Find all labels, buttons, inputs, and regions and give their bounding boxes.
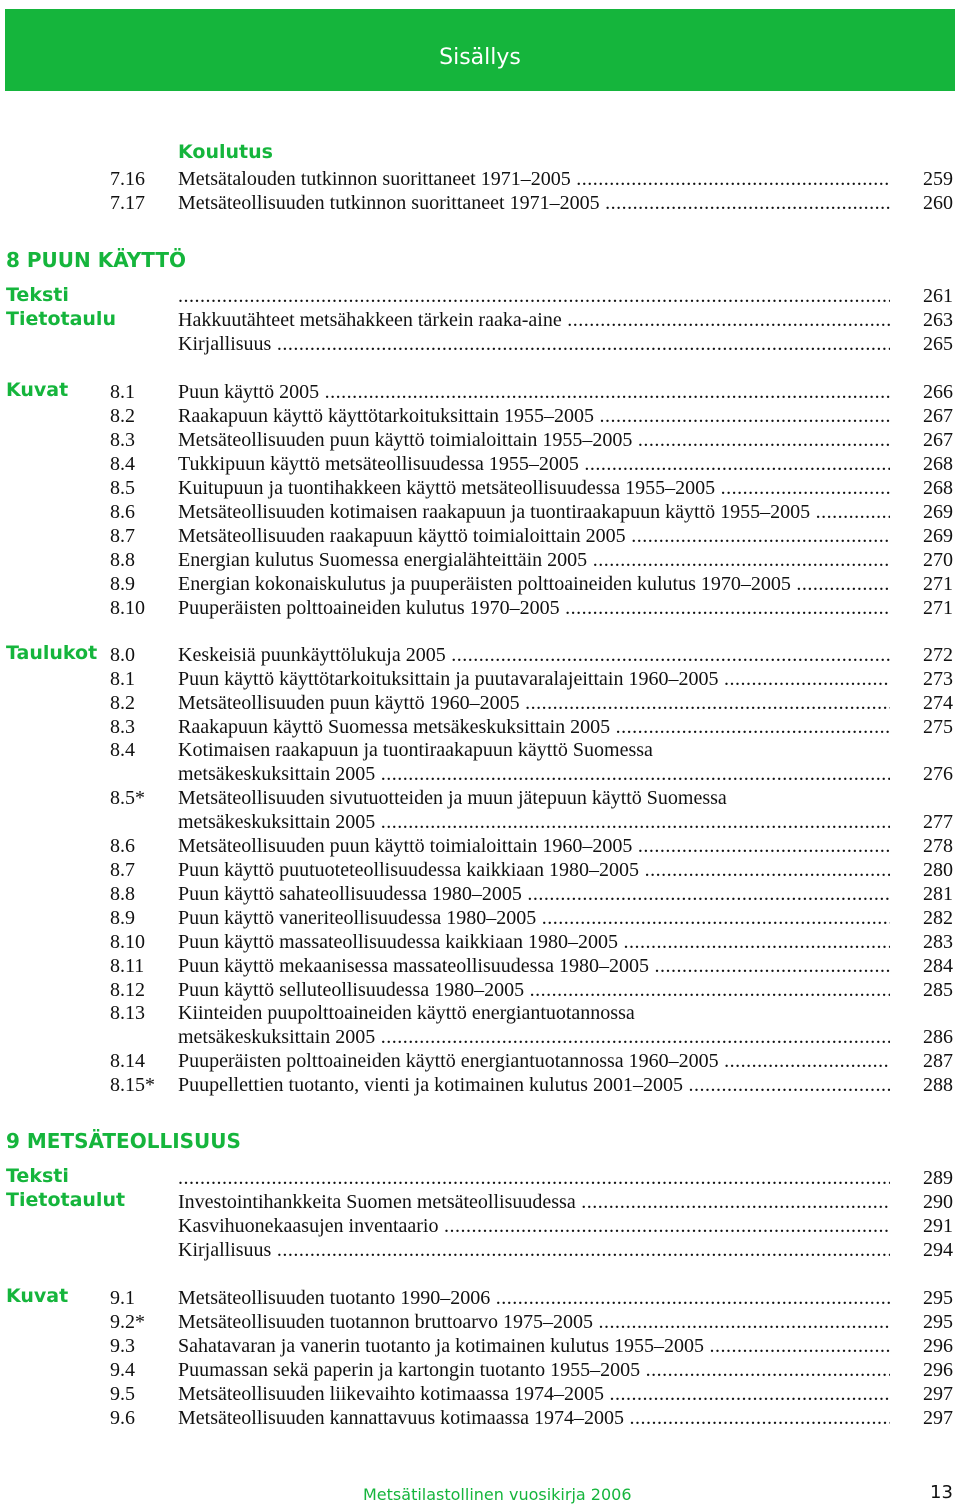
chapter-heading-8: 8 PUUN KÄYTTÖ xyxy=(6,248,187,272)
category-kuvat: Kuvat xyxy=(6,379,69,401)
category-tietotaulut-9: Tietotaulut xyxy=(6,1189,126,1211)
header-banner xyxy=(5,9,955,91)
footer-publication-title: Metsätilastollinen vuosikirja 2006 xyxy=(363,1485,632,1504)
category-kuvat-9: Kuvat xyxy=(6,1285,69,1307)
category-taulukot: Taulukot xyxy=(6,642,98,664)
category-teksti-9: Teksti xyxy=(6,1165,69,1187)
section-heading-koulutus: Koulutus xyxy=(178,141,273,163)
category-teksti: Teksti xyxy=(6,284,69,306)
page-title: Sisällys xyxy=(439,44,521,70)
category-tietotaulu: Tietotaulu xyxy=(6,308,116,330)
chapter-heading-9: 9 METSÄTEOLLISUUS xyxy=(6,1129,241,1153)
footer-page-number: 13 xyxy=(930,1482,953,1503)
